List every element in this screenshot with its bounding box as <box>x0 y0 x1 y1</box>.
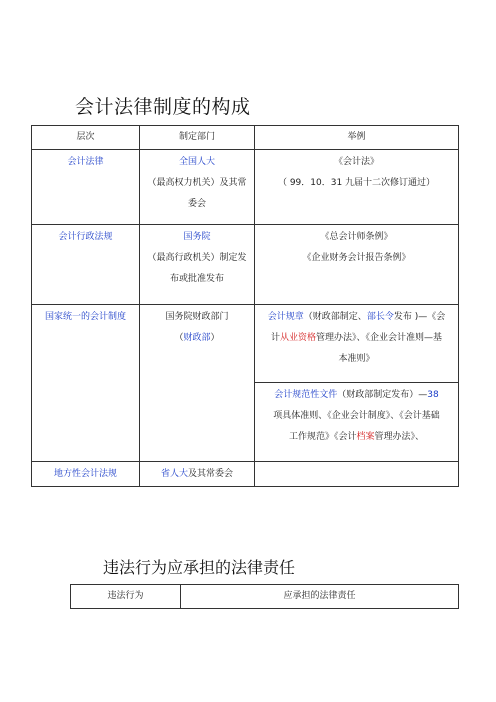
dept-cell <box>140 225 255 305</box>
table-row <box>32 462 459 487</box>
page-title: 会计法律制度的构成 <box>75 96 251 118</box>
example-line: 项具体准则、《企业会计制度》、《会计基础 <box>273 411 440 421</box>
example-line: 本准则》 <box>338 354 375 364</box>
table-row <box>32 225 459 305</box>
example-line: 《总会计师条例》 <box>320 232 393 242</box>
dept-cell <box>140 150 255 225</box>
dept-line: 委会 <box>187 199 206 209</box>
header-liability: 应承担的法律责任 <box>181 585 459 609</box>
dept-line: 全国人大 <box>178 157 215 167</box>
examples-cell <box>255 305 459 383</box>
dept-line: 布或批准发布 <box>169 274 224 284</box>
examples-cell <box>255 383 459 462</box>
layer-cell: 地方性会计法规 <box>32 462 140 487</box>
examples-cell <box>255 150 459 225</box>
examples-cell <box>255 225 459 305</box>
header-dept: 制定部门 <box>140 126 255 150</box>
section-title: 违法行为应承担的法律责任 <box>103 558 296 577</box>
table-header-row <box>32 126 459 150</box>
legal-structure-table <box>31 125 459 487</box>
layer-cell: 国家统一的会计制度 <box>32 305 140 462</box>
table-row <box>32 150 459 225</box>
table-header-row <box>71 585 459 609</box>
dept-line: 国务院 <box>183 232 211 242</box>
header-layer: 层次 <box>32 126 140 150</box>
dept-highlight: 财政部 <box>183 333 211 343</box>
example-line: 计从业资格管理办法》、《企业会计准则—基 <box>270 333 443 343</box>
dept-line: （最高行政机关）制定发 <box>147 253 247 263</box>
table-row <box>32 305 459 383</box>
liability-table <box>70 584 459 609</box>
layer-cell: 会计法律 <box>32 150 140 225</box>
example-line: 会计规范性文件（财政部制定发布）—38 <box>274 390 439 400</box>
example-line: 工作规范》《会计档案管理办法》、 <box>288 432 425 442</box>
example-line: （ 99．10．31 九届十二次修订通过） <box>277 178 436 188</box>
example-line: 《企业财务会计报告条例》 <box>302 253 411 263</box>
dept-cell: 省人大及其常委会 <box>140 462 255 487</box>
layer-cell: 会计行政法规 <box>32 225 140 305</box>
dept-line: 国务院财政部门 <box>165 312 229 322</box>
dept-line: （最高权力机关）及其常 <box>147 178 247 188</box>
header-violation: 违法行为 <box>71 585 181 609</box>
example-line: 会计规章（财政部制定、部长令发布 )—《会 <box>267 312 446 322</box>
examples-cell <box>255 462 459 487</box>
header-examples: 举例 <box>255 126 459 150</box>
example-line: 《会计法》 <box>333 157 379 167</box>
dept-cell <box>140 305 255 462</box>
dept-line: （财政部） <box>174 333 220 343</box>
